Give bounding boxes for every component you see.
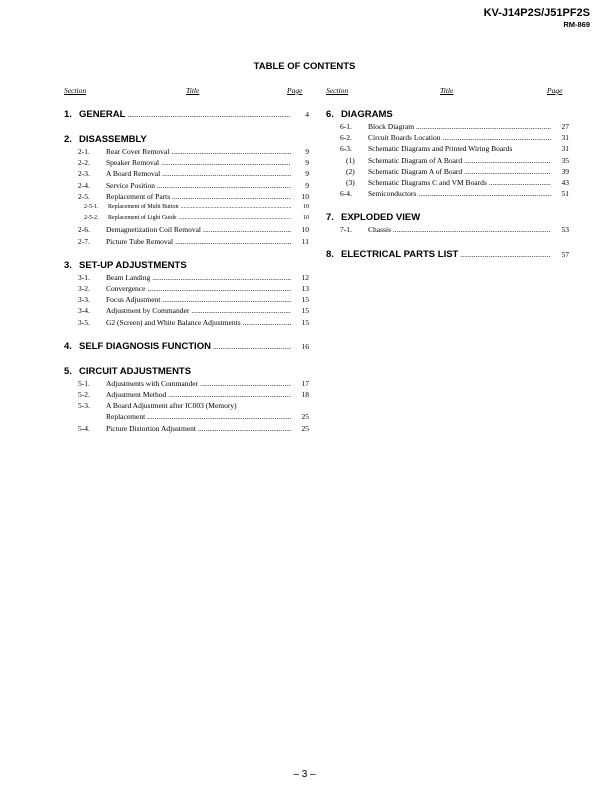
entry-number: 2-5.: [78, 191, 90, 201]
entry-title: Circuit Boards Location: [368, 133, 441, 143]
section-heading[interactable]: [64, 109, 309, 121]
entry-title: Chassis: [368, 225, 391, 235]
section-number: 3.: [64, 259, 72, 271]
dot-leader: [157, 180, 291, 191]
dot-leader: [168, 389, 291, 400]
right-col-title-header: Title: [440, 86, 454, 95]
dot-leader: [191, 305, 291, 316]
dot-leader: [213, 341, 291, 353]
toc-entry[interactable]: [64, 236, 309, 247]
dot-leader: [203, 224, 291, 235]
entry-page: 31: [561, 133, 569, 143]
dot-leader: [147, 411, 291, 422]
toc-entry[interactable]: [64, 213, 309, 224]
entry-page: 31: [561, 144, 569, 154]
entry-title: Replacement: [106, 412, 146, 422]
section-title: DISASSEMBLY: [79, 134, 147, 145]
dot-leader: [489, 177, 551, 188]
toc-entry[interactable]: [64, 202, 309, 213]
entry-number: 2-5-1.: [84, 204, 99, 211]
section-title: ELECTRICAL PARTS LIST: [341, 248, 459, 260]
entry-page: 12: [301, 272, 309, 282]
dot-leader: [464, 166, 551, 177]
entry-page: 18: [301, 390, 309, 400]
toc-section: [64, 260, 309, 328]
toc-section: [326, 212, 569, 235]
entry-title: Beam Landing: [106, 272, 151, 282]
entry-number: 6-4.: [340, 189, 352, 199]
entry-page: 27: [561, 122, 569, 131]
entry-title: Focus Adjustment: [106, 295, 161, 305]
dot-leader: [418, 188, 551, 199]
entry-page: 13: [301, 284, 309, 294]
model-header: [484, 7, 590, 29]
toc-entry[interactable]: [64, 157, 309, 168]
left-col-title-header: Title: [186, 86, 200, 95]
section-number: 7.: [326, 212, 334, 224]
entry-page: 9: [305, 158, 309, 168]
entry-number: 5-3.: [78, 401, 90, 411]
toc-entry[interactable]: [64, 389, 309, 400]
section-page: 16: [301, 341, 309, 351]
dot-leader: [181, 202, 292, 213]
toc-entry[interactable]: [64, 400, 309, 411]
entry-page: 39: [561, 166, 569, 176]
toc-section: [64, 366, 309, 434]
toc-entry[interactable]: [64, 294, 309, 305]
page-title: TABLE OF CONTENTS: [253, 61, 356, 72]
entry-page: 15: [301, 306, 309, 316]
toc-entry[interactable]: [64, 283, 309, 294]
section-number: 1.: [64, 109, 72, 120]
section-number: 5.: [64, 365, 72, 377]
left-toc-column: [64, 109, 309, 447]
entry-page: 10: [301, 191, 309, 201]
entry-number: (2): [346, 166, 355, 176]
entry-title: Rear Cover Removal: [106, 147, 170, 156]
entry-number: 3-1.: [78, 272, 90, 282]
toc-entry[interactable]: [64, 378, 309, 389]
entry-number: 2-7.: [78, 236, 90, 246]
remote-model: RM-869: [563, 20, 590, 29]
toc-entry[interactable]: [64, 224, 309, 235]
dot-leader: [127, 109, 291, 121]
entry-title: Adjustments with Commander: [106, 378, 199, 388]
toc-section: [64, 134, 309, 247]
toc-entry[interactable]: [326, 132, 569, 143]
dot-leader: [161, 157, 291, 168]
entry-number: 2-1.: [78, 147, 90, 156]
toc-entry[interactable]: [64, 411, 309, 422]
toc-section: [326, 109, 569, 199]
toc-section: [64, 341, 309, 353]
toc-entry[interactable]: [326, 155, 569, 166]
right-col-page-header: Page: [547, 86, 563, 95]
entry-page: 35: [561, 155, 569, 165]
entry-title: G2 (Screen) and White Balance Adjustments: [106, 317, 241, 327]
section-title: CIRCUIT ADJUSTMENTS: [79, 365, 192, 377]
toc-entry[interactable]: [326, 224, 569, 235]
entry-title: Replacement of Multi Button: [108, 204, 179, 211]
page-number: – 3 –: [293, 769, 316, 780]
entry-number: 6-3.: [340, 144, 352, 154]
dot-leader: [416, 121, 551, 132]
model-number: KV-J14P2S/J51PF2S: [483, 7, 590, 19]
section-page: 57: [561, 249, 569, 259]
entry-number: 5-4.: [78, 423, 90, 433]
entry-number: 6-1.: [340, 122, 352, 131]
toc-entry[interactable]: [64, 317, 309, 328]
toc-entry[interactable]: [64, 180, 309, 191]
dot-leader: [442, 132, 551, 143]
entry-title: Convergence: [106, 284, 146, 294]
entry-number: 3-4.: [78, 306, 90, 316]
dot-leader: [464, 155, 551, 166]
entry-page: 9: [305, 180, 309, 190]
toc-entry[interactable]: [64, 191, 309, 202]
dot-leader: [460, 249, 551, 261]
section-number: 8.: [326, 248, 334, 260]
left-col-section-header: Section: [64, 86, 87, 95]
toc-entry[interactable]: [326, 143, 569, 154]
toc-entry[interactable]: [326, 166, 569, 177]
entry-title: Picture Tube Removal: [106, 236, 174, 246]
entry-number: (3): [346, 178, 355, 188]
entry-number: (1): [346, 155, 355, 165]
section-page: 4: [305, 110, 309, 119]
entry-page: 15: [301, 317, 309, 327]
entry-page: 51: [561, 189, 569, 199]
dot-leader: [178, 213, 291, 224]
section-heading[interactable]: [326, 212, 569, 224]
entry-number: 5-1.: [78, 378, 90, 388]
toc-section: [326, 249, 569, 261]
section-title: DIAGRAMS: [341, 109, 393, 120]
section-number: 4.: [64, 340, 72, 352]
entry-page: 25: [301, 423, 309, 433]
toc-entry[interactable]: [326, 188, 569, 199]
section-heading[interactable]: [64, 260, 309, 272]
entry-page: 43: [561, 178, 569, 188]
entry-page: 10: [303, 204, 309, 211]
section-heading[interactable]: [326, 109, 569, 121]
entry-title: Picture Distortion Adjustment: [106, 423, 196, 433]
entry-page: 10: [301, 225, 309, 235]
entry-number: 2-4.: [78, 180, 90, 190]
toc-entry[interactable]: [64, 423, 309, 434]
entry-number: 2-2.: [78, 158, 90, 168]
section-number: 2.: [64, 134, 72, 145]
entry-number: 3-3.: [78, 295, 90, 305]
dot-leader: [243, 317, 291, 328]
entry-page: 10: [303, 215, 309, 222]
dot-leader: [198, 423, 291, 434]
dot-leader: [147, 283, 291, 294]
right-col-section-header: Section: [326, 86, 349, 95]
dot-leader: [172, 191, 291, 202]
entry-page: 25: [301, 412, 309, 422]
entry-title: Adjustment by Commander: [106, 306, 190, 316]
entry-title: Speaker Removal: [106, 158, 160, 168]
entry-number: 5-2.: [78, 390, 90, 400]
entry-title: Schematic Diagram of A Board: [368, 155, 463, 165]
entry-title: Replacement of Light Guide: [108, 215, 177, 222]
dot-leader: [200, 378, 291, 389]
entry-number: 2-6.: [78, 225, 90, 235]
section-title: SELF DIAGNOSIS FUNCTION: [79, 340, 211, 352]
section-title: EXPLODED VIEW: [341, 212, 421, 224]
entry-page: 9: [305, 147, 309, 156]
toc-section: [64, 109, 309, 121]
entry-title: Service Position: [106, 180, 155, 190]
entry-title: Semiconductors: [368, 189, 417, 199]
entry-page: 17: [301, 378, 309, 388]
entry-title: Block Diagram: [368, 122, 415, 131]
toc-entry[interactable]: [64, 168, 309, 179]
entry-title: Schematic Diagram A of Board: [368, 166, 463, 176]
section-heading[interactable]: [326, 249, 569, 261]
entry-title: Schematic Diagrams C and VM Boards: [368, 178, 487, 188]
section-title: GENERAL: [79, 109, 126, 120]
toc-entry[interactable]: [64, 272, 309, 283]
entry-title: Adjustment Method: [106, 390, 167, 400]
entry-number: 7-1.: [340, 225, 352, 235]
dot-leader: [171, 146, 291, 157]
entry-number: 2-5-2.: [84, 215, 99, 222]
toc-entry[interactable]: [64, 305, 309, 316]
dot-leader: [162, 294, 291, 305]
dot-leader: [152, 272, 291, 283]
entry-number: 3-2.: [78, 284, 90, 294]
toc-entry[interactable]: [64, 146, 309, 157]
left-col-page-header: Page: [287, 86, 303, 95]
entry-title: Demagnetization Coil Removal: [106, 225, 201, 235]
right-toc-column: [326, 109, 569, 274]
section-heading[interactable]: [64, 366, 309, 378]
entry-number: 2-3.: [78, 169, 90, 179]
toc-entry[interactable]: [326, 121, 569, 132]
entry-title: Schematic Diagrams and Printed Wiring Boards: [368, 144, 513, 154]
section-number: 6.: [326, 109, 334, 120]
dot-leader: [393, 224, 551, 235]
entry-page: 11: [301, 236, 309, 246]
entry-page: 15: [301, 295, 309, 305]
section-heading[interactable]: [64, 341, 309, 353]
section-heading[interactable]: [64, 134, 309, 146]
section-title: SET-UP ADJUSTMENTS: [79, 259, 187, 271]
entry-title: Replacement of Parts: [106, 191, 171, 201]
entry-title: A Board Removal: [106, 169, 161, 179]
entry-title: A Board Adjustment after IC003 (Memory): [106, 401, 237, 411]
dot-leader: [162, 168, 291, 179]
entry-page: 9: [305, 169, 309, 179]
entry-page: 53: [561, 225, 569, 235]
entry-number: 3-5.: [78, 317, 90, 327]
dot-leader: [175, 236, 291, 247]
toc-entry[interactable]: [326, 177, 569, 188]
entry-number: 6-2.: [340, 133, 352, 143]
